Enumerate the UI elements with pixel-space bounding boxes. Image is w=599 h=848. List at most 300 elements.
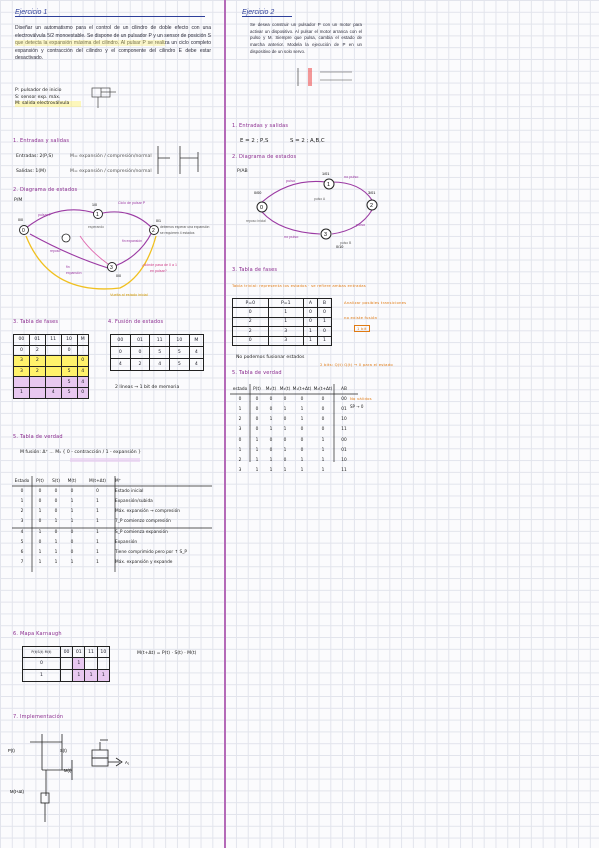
state-label: 1: [327, 182, 330, 188]
table-cell: 1: [238, 406, 242, 412]
section-4-title: 4. Fusión de estados: [108, 319, 164, 325]
arc-label: esperando: [88, 225, 105, 229]
kmap-cell: 1: [73, 670, 85, 682]
device-sketch: [290, 62, 360, 92]
table-cell: 0: [38, 498, 42, 504]
table-cell: 1: [96, 549, 99, 555]
table-cell: 5: [61, 366, 77, 377]
table-cell: Estado inicial: [115, 488, 144, 494]
table-cell: 0: [269, 406, 273, 412]
r-side-note: SP → 0: [350, 404, 364, 409]
table-cell: 0: [321, 427, 325, 433]
phase-table-1: [13, 334, 89, 399]
table-cell: 1: [300, 457, 304, 463]
table-cell: 0: [70, 529, 74, 535]
table-cell: 0: [304, 317, 318, 326]
table-cell: 0: [300, 437, 304, 443]
side-note: no existe fusión: [344, 315, 378, 320]
state-label: 0: [260, 205, 263, 211]
table-cell: 4: [189, 359, 203, 371]
table-cell: 1: [96, 529, 99, 535]
table-cell: 0: [238, 396, 242, 402]
arc-label: no pulso: [344, 175, 359, 179]
side-note-box: 1 bit: [354, 325, 370, 332]
table-cell: M₁(t): [265, 386, 277, 392]
table-cell: 3: [20, 519, 24, 525]
arc-label: reposo: [50, 249, 61, 253]
table-cell: 0: [300, 447, 304, 453]
table-row: [233, 327, 332, 336]
table-cell: 1: [317, 317, 331, 326]
table-cell: 00: [341, 437, 347, 443]
table-row: [14, 377, 89, 388]
circuit-label: S(t): [60, 748, 67, 753]
table-cell: 1: [321, 447, 325, 453]
karnaugh-expression: M(t+Δt) = P(t) · S(t) · M(t): [137, 651, 197, 656]
section-2-title: 2. Diagrama de estados: [13, 187, 78, 193]
table-header-cell: P=1: [268, 299, 304, 308]
table-cell: [45, 345, 61, 356]
table-header-cell: P=0: [233, 299, 269, 308]
io-sketch: [150, 144, 210, 180]
table-cell: 0: [321, 417, 325, 423]
state-output: 0/0: [18, 218, 23, 222]
state-diagram-1: [10, 196, 220, 316]
table-cell: 0: [38, 519, 42, 525]
state-label: 2: [370, 203, 373, 209]
outputs-note: M= expansión / compresión/normal: [70, 169, 152, 174]
table-cell: 11: [341, 427, 347, 433]
table-cell: 4: [189, 347, 203, 359]
diagram-note: se requieren 4 estados: [160, 231, 195, 235]
section-6-title: 6. Mapa Karnaugh: [13, 631, 62, 637]
arc-label: fin: [66, 265, 70, 269]
arc-label: no pulso: [284, 235, 299, 239]
table-cell: 0: [54, 498, 58, 504]
table-cell: [61, 356, 77, 367]
kmap-cell: [85, 658, 97, 670]
table-row: [23, 658, 110, 670]
table-row: [14, 366, 89, 377]
table-cell: 0: [283, 417, 287, 423]
state-label: 2: [152, 228, 155, 234]
table-cell: 4: [45, 387, 61, 398]
table-cell: 0: [255, 427, 259, 433]
exercise-1-title: Ejercicio 1: [15, 9, 205, 17]
table-row: [14, 345, 89, 356]
table-header-row: [233, 299, 332, 308]
state-label: 1: [96, 212, 99, 218]
table-cell: 4: [77, 366, 89, 377]
arc-label: pulsar P: [38, 213, 52, 217]
table-row: [233, 317, 332, 326]
table-cell: 1: [269, 417, 273, 423]
kmap-cell: 1: [85, 670, 97, 682]
table-row: [111, 359, 204, 371]
kmap-col-header: 11: [85, 647, 97, 658]
table-cell: 0: [54, 488, 58, 494]
table-cell: 0: [54, 529, 58, 535]
kmap-cell: 1: [73, 658, 85, 670]
table-cell: 1: [70, 498, 74, 504]
table-header-cell: A: [304, 299, 318, 308]
table-cell: [45, 377, 61, 388]
table-cell: 1: [255, 457, 259, 463]
table-cell: 2: [130, 359, 150, 371]
table-cell: 7: [20, 560, 24, 566]
table-cell: 1: [70, 560, 74, 566]
table-row: [14, 387, 89, 398]
table-cell: [29, 387, 45, 398]
table-cell: 1: [317, 336, 331, 345]
table-cell: M₂(t): [279, 386, 291, 392]
table-cell: 0: [283, 437, 287, 443]
table-cell: Expansión: [115, 539, 138, 545]
table-cell: 1: [14, 387, 30, 398]
table-cell: 3: [14, 356, 30, 367]
table-cell: 3: [268, 327, 304, 336]
table-row: [14, 356, 89, 367]
table-header-cell: B: [317, 299, 331, 308]
table-header-cell: 10: [170, 335, 190, 347]
table-cell: 1: [238, 447, 242, 453]
arc-label: pulso: [286, 179, 296, 183]
table-cell: AB: [341, 386, 347, 392]
table-cell: 1: [300, 468, 304, 474]
circuit-label: P(t): [8, 748, 15, 753]
table-cell: [77, 345, 89, 356]
table-cell: 1: [300, 406, 304, 412]
table-cell: 1: [304, 327, 318, 336]
diagram-corner-label: P/M: [14, 198, 23, 203]
table-cell: Tiene comprimido pero por ↑ S_P: [115, 549, 187, 555]
kmap-cell: [60, 658, 72, 670]
phase-table-2: [232, 298, 332, 346]
table-cell: 0: [14, 345, 30, 356]
table-cell: 0: [317, 308, 331, 317]
kmap-col-header: 10: [97, 647, 109, 658]
table-cell: 0: [70, 488, 74, 494]
legend-line: S: sensor exp. máx.: [15, 94, 61, 100]
table-cell: 01: [341, 406, 347, 412]
diagram-note: ¿dónde pasa de 0 a 1: [142, 263, 177, 267]
table-cell: 0: [269, 447, 273, 453]
table-cell: 10: [341, 457, 347, 463]
kmap-cell: 1: [23, 670, 61, 682]
legend-line: P: pulsador de inicio: [15, 88, 62, 93]
table-cell: 5: [20, 539, 24, 545]
table-cell: 1: [269, 468, 273, 474]
table-cell: 2: [238, 457, 242, 463]
arc-label: pulso A: [314, 197, 326, 201]
table-cell: 0: [233, 308, 269, 317]
state-output: 0/10: [336, 245, 344, 249]
table-header-cell: 11: [150, 335, 170, 347]
r-entries: E = 2 ; P,S: [240, 138, 269, 144]
table-cell: 1: [54, 539, 58, 545]
table-cell: 4: [111, 359, 131, 371]
table-cell: 0: [54, 509, 58, 515]
table-cell: 1: [268, 308, 304, 317]
table-cell: 5: [61, 377, 77, 388]
table-row: [233, 308, 332, 317]
table-cell: 1: [54, 519, 58, 525]
table-cell: 7_P comienzo compresión: [115, 519, 171, 525]
table-cell: 1: [38, 560, 42, 566]
table-cell: 1: [96, 539, 99, 545]
table-cell: M₂(t+Δt): [313, 386, 333, 392]
table-cell: 0: [317, 327, 331, 336]
table-cell: 0: [321, 406, 325, 412]
fusion-formula: M fusión: Δ⁺ ... M₁ { 0 - contracción / 1 - expansión }: [20, 450, 142, 455]
table-cell: 1: [96, 519, 99, 525]
cylinder-sketch: [88, 84, 118, 114]
table-cell: 1: [321, 468, 325, 474]
table-cell: 3: [268, 336, 304, 345]
table-cell: 0: [304, 308, 318, 317]
table-cell: Máx. expansión → compresión: [115, 509, 180, 515]
table-cell: 1: [321, 437, 325, 443]
arc-label: expansión: [66, 271, 82, 275]
table-cell: 0: [38, 539, 42, 545]
r-exits: S = 2 ; A,B,C: [290, 138, 325, 144]
table-cell: S_P comienza expansión: [115, 529, 168, 535]
table-cell: 1: [269, 427, 273, 433]
table-cell: 1: [96, 509, 99, 515]
table-row: [23, 670, 110, 682]
table-cell: 1: [96, 560, 99, 566]
table-cell: 0: [321, 396, 325, 402]
table-cell: 0: [61, 345, 77, 356]
table-cell: 5: [150, 347, 170, 359]
table-cell: [45, 356, 61, 367]
table-cell: M(t): [67, 478, 77, 484]
exercise-2-title: Ejercicio 2: [242, 9, 292, 17]
diagram-note: en pulsar?: [150, 269, 167, 273]
state-label: 3: [324, 232, 327, 238]
table-cell: 2: [233, 327, 269, 336]
table-cell: 00: [341, 396, 347, 402]
table-cell: 0: [233, 336, 269, 345]
table-cell: 5: [61, 387, 77, 398]
table-cell: 1: [255, 468, 259, 474]
implementation-circuit: [8, 730, 212, 830]
section-1-title: 1. Entradas y salidas: [13, 138, 70, 144]
table-header-cell: 01: [130, 335, 150, 347]
section-3-title: 3. Tabla de fases: [13, 319, 59, 325]
table-cell: 0: [96, 488, 99, 494]
table-cell: 1: [96, 498, 99, 504]
arc-label: fin expansión: [122, 239, 142, 243]
wait-note: Vuelta al estado inicial: [110, 293, 148, 297]
arc-label: reposo inicial: [246, 219, 266, 223]
table-cell: 1: [20, 498, 24, 504]
table-cell: estado: [232, 386, 248, 392]
truth-table-2-rules: [230, 384, 360, 464]
table-header-row: [23, 647, 110, 658]
table-cell: 0: [20, 488, 24, 494]
table-cell: S(t): [52, 478, 60, 484]
highlight-bar: [70, 458, 140, 462]
diagram-note: debemos esperar una expansión: [160, 225, 210, 229]
side-note: Analizar posibles transiciones: [344, 300, 407, 305]
table-cell: 0: [300, 427, 304, 433]
table-cell: [45, 366, 61, 377]
table-cell: Máx. expansión y expande: [115, 560, 173, 566]
table-cell: 1: [283, 447, 287, 453]
table-cell: 2: [29, 366, 45, 377]
table-cell: 1: [268, 317, 304, 326]
circuit-label: M(t+Δt): [10, 789, 24, 794]
r-side-note: No válidos: [350, 396, 372, 401]
table-cell: 1: [38, 509, 42, 515]
table-cell: 6: [20, 549, 24, 555]
r-top-note: 2 bits: Q(t) Q(t) → 0 para el estado: [320, 362, 393, 367]
page-divider: [224, 0, 226, 848]
table-cell: Estado: [14, 478, 30, 484]
table-cell: 0: [70, 549, 74, 555]
table-cell: M₁(t+Δt): [292, 386, 312, 392]
table-cell: 0: [255, 417, 259, 423]
state-label: 3: [110, 265, 113, 271]
table-cell: 4: [150, 359, 170, 371]
table-cell: 1: [300, 417, 304, 423]
table-cell: 0: [38, 488, 42, 494]
inputs-label: Entradas: 2(P,S): [16, 154, 54, 159]
state-output: 1/0: [92, 203, 97, 207]
exercise-2-statement: Se desea construir un pulsador P con un motor para activar un dispositivo. Al pulsar el motor arranca con el pulso y M. Siempre que pulsa, cambia el estado de marcha anterior. Modela la ejecución de P en un dispositivo de un solo servo.: [250, 22, 362, 54]
table-header-cell: 10: [61, 335, 77, 346]
inputs-note: M= expansión / compresión/normal: [70, 154, 152, 159]
table-cell: 0: [283, 457, 287, 463]
table-cell: 1: [38, 549, 42, 555]
table-cell: 5: [170, 359, 190, 371]
section-7-title: 7. Implementación: [13, 714, 64, 720]
table-cell: M(t+Δt): [89, 478, 106, 484]
karnaugh-map: [22, 646, 110, 682]
table-cell: [14, 377, 30, 388]
table-cell: 1: [70, 509, 74, 515]
legend-lines: [15, 88, 69, 108]
kmap-cell: [97, 658, 109, 670]
table-cell: 2: [20, 509, 24, 515]
table-cell: 5: [170, 347, 190, 359]
table-cell: 1: [283, 406, 287, 412]
r-section-1-title: 1. Entradas y salidas: [232, 123, 289, 129]
table-cell: 3: [14, 366, 30, 377]
state-output: 0/00: [254, 191, 262, 195]
fusion-note: 2 líneas → 1 bit de memoria: [115, 385, 180, 390]
table-cell: M⁺: [115, 478, 121, 484]
table-cell: 0: [238, 437, 242, 443]
kmap-corner: P(t)S(t) M(t): [23, 647, 61, 658]
table-header-cell: 00: [14, 335, 30, 346]
table-cell: 0: [130, 347, 150, 359]
table-cell: 1: [255, 437, 259, 443]
kmap-cell: [60, 670, 72, 682]
table-cell: 2: [29, 356, 45, 367]
table-cell: 0: [283, 396, 287, 402]
arc-label: Ciclo de pulsar P: [118, 201, 146, 205]
circuit-label: M(t): [64, 768, 72, 773]
state-output: 1/01: [322, 172, 330, 176]
exercise-1-statement: Diseñar un automatismo para el control de un cilindro de doble efecto con una electroválvula 5/2 monoestable. Se dispone de un pulsador P y un sensor de posición S que detecta la expansión máxima del cilindro. Al pulsar P se realiza un ciclo completo expansión y contracción del cilindro y el componente del cilindro E debe estar desactivado.: [15, 25, 211, 62]
table-cell: [29, 377, 45, 388]
table-cell: P(t): [36, 478, 44, 484]
table-row: [111, 347, 204, 359]
table-cell: 3: [238, 468, 242, 474]
table-cell: 1: [283, 427, 287, 433]
state-output: 3/01: [368, 191, 376, 195]
table-cell: 0: [111, 347, 131, 359]
table-header-cell: M: [77, 335, 89, 346]
table-cell: 01: [341, 447, 347, 453]
arc-label: pulso: [356, 223, 366, 227]
circuit-label: A₁: [125, 760, 130, 765]
table-cell: 1: [255, 447, 259, 453]
table-header-cell: M: [189, 335, 203, 347]
table-cell: 0: [70, 539, 74, 545]
state-node: [62, 234, 70, 242]
state-diagram-2: [240, 168, 390, 258]
table-cell: 1: [304, 336, 318, 345]
table-header-cell: 01: [29, 335, 45, 346]
table-cell: 2: [238, 417, 242, 423]
arc-label: pulso B: [340, 241, 352, 245]
highlight-bar: [15, 40, 165, 46]
table-row: [230, 466, 360, 476]
table-header-row: [111, 335, 204, 347]
table-cell: 1: [54, 549, 58, 555]
table-header-cell: 00: [111, 335, 131, 347]
kmap-cell: 0: [23, 658, 61, 670]
table-cell: 10: [341, 417, 347, 423]
r-section-3-title: 3. Tabla de fases: [232, 267, 278, 273]
r-phase-subtitle: Tabla trivial: representa los estados · se refiere ambas entradas: [232, 283, 366, 288]
table-cell: 0: [300, 396, 304, 402]
r-section-5-title: 5. Tabla de verdad: [232, 370, 282, 376]
table-cell: 1: [321, 457, 325, 463]
table-cell: 1: [283, 468, 287, 474]
table-cell: 3: [238, 427, 242, 433]
table-cell: 0: [77, 387, 89, 398]
section-5-title: 5. Tabla de verdad: [13, 434, 63, 440]
r-section-2-title: 2. Diagrama de estados: [232, 154, 297, 160]
table-cell: 1: [54, 560, 58, 566]
table-header-row: [14, 335, 89, 346]
outputs-label: Salidas: 1(M): [16, 169, 46, 174]
table-cell: 0: [255, 396, 259, 402]
state-output: 0/1: [156, 219, 161, 223]
table-header-cell: 11: [45, 335, 61, 346]
state-label: 0: [22, 228, 25, 234]
table-cell: P(t): [253, 386, 261, 392]
table-cell: 0: [77, 356, 89, 367]
table-row: [233, 336, 332, 345]
fusion-table: [110, 334, 204, 371]
table-cell: 1: [269, 457, 273, 463]
r-diagram-corner: P/AB: [237, 169, 248, 174]
table-cell: 2: [233, 317, 269, 326]
state-output: 0/0: [116, 274, 121, 278]
table-cell: 0: [255, 406, 259, 412]
table-cell: 0: [269, 437, 273, 443]
table-cell: 0: [269, 396, 273, 402]
kmap-col-header: 00: [60, 647, 72, 658]
table-cell: 2: [29, 345, 45, 356]
table-cell: 11: [341, 468, 347, 474]
truth-table-1-rules: [12, 476, 222, 576]
